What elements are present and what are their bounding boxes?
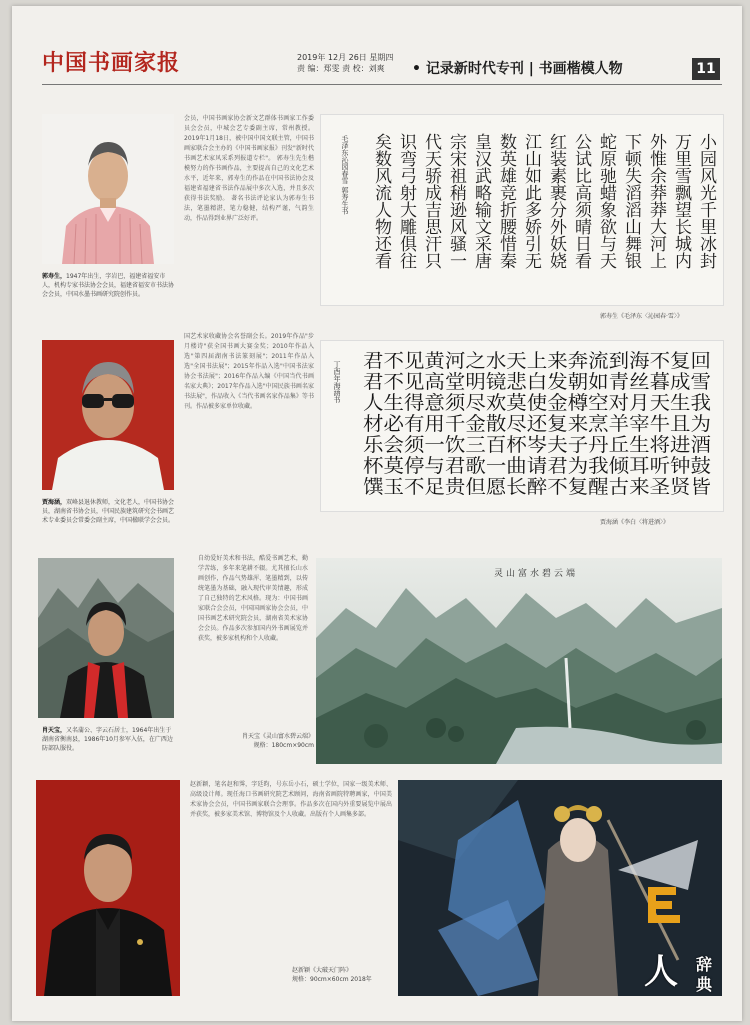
bio-name: 贾海涵，	[42, 499, 67, 506]
calligraphy-row: 杯莫停与君歌一曲请君为我倾耳听钟鼓	[363, 455, 711, 477]
calligraphy-column: 万里雪飘望长城内	[671, 133, 691, 269]
landscape-inscription: 灵山富水碧云端	[494, 569, 579, 579]
watermark-logo	[642, 881, 686, 929]
calligraphy-column: 识弯弓射大雕俱往	[396, 133, 416, 269]
portrait-xiao-tianbao	[38, 558, 174, 718]
calligraphy-row: 人生得意须尽欢莫使金樽空对月天生我	[363, 392, 711, 414]
calligraphy-column: 矣数风流人物还看	[371, 133, 391, 269]
portrait-jia-haihan	[42, 340, 174, 490]
article-zhao: 赵新颖，笔名赵和霁，字廷昀，号东岳小石，硕士学位，国家一级美术师、高级设计师。现任海口书画研究院艺术顾问，海南省画院特聘画家，中国美术家协会会员，中国书画家联合会理事。作品多次在国内外重要展览中展出并获奖，被多家美术馆、博物馆及个人收藏。出版有个人画集多部。	[190, 781, 392, 818]
calligraphy-jia	[320, 340, 724, 512]
calligraphy-column: 宗宋祖稍逊风骚一	[446, 133, 466, 269]
calligraphy-row: 君不见高堂明镜悲白发朝如青丝暮成雪	[363, 371, 711, 393]
calligraphy-guo	[320, 114, 724, 306]
calligraphy-column: 皇汉武略输文采唐	[471, 133, 491, 269]
calligraphy-row: 材必有用千金散尽还复来烹羊宰牛且为	[363, 413, 711, 435]
calligraphy-column: 小园风光千里冰封	[696, 133, 716, 269]
article-guo: 会员，中国书画家协会新文艺群体书画家工作委员会会员，中城会艺专委副主席，常州教授。 2019年1月18日，被中国中国文联主管，中国书画家联合会主办的《中国书画家报》刊发"新时代书画艺术家风采系列报道专栏"。 郭寿生先生楷模努力的作书画作品，主要提高自己的文化艺术水平，近年来，郭寿生的作品在中国书法协会及福建省福建省书法作品展中多次入选，并且多次获得书法奖励。 著名书法评论家认为郭寿生书法，笔墨精湛，笔力稳健，结构严谨，气韵生动，作品得到业界广泛好评。	[184, 115, 314, 222]
newspaper-page	[12, 6, 742, 1021]
editors-line: 责 编：郑雯 责 校：刘爽	[297, 64, 385, 73]
calligraphy-row: 馔玉不足贵但愿长醉不复醒古来圣贤皆	[363, 476, 711, 498]
bio-name: 肖天宝，	[42, 727, 67, 734]
calligraphy-column: 江山如此多娇引无	[521, 133, 541, 269]
calligraphy-column: 下顿失滔滔山舞银	[621, 133, 641, 269]
header-rule	[42, 84, 722, 85]
calligraphy-signature: 丁酉年海涵书	[333, 361, 341, 403]
bio-guo	[42, 272, 176, 299]
artwork-caption-jia: 贾海涵《李白〈将进酒〉》	[600, 519, 670, 526]
calligraphy-column: 数英雄竞折腰惜秦	[496, 133, 516, 269]
calligraphy-column: 公试比高须晴日看	[571, 133, 591, 269]
article-jia: 国艺术家收藏协会名誉副会长。2019年作品"步月楼诗"获全国书画大赛金奖；2010年作品入选"第四届湖南书法篆刻展"；2011年作品入选"全国书法展"；2015年作品入选"中国书法家协会书法展"；2016年作品入编《中国当代书画名家大典》；2017年作品入选"中国民族书画名家书法展"，作品收入《当代书画名家作品集》等书刊。作品被多家单位收藏。	[184, 333, 314, 410]
watermark-char-2: 辞	[696, 955, 713, 974]
artwork-caption-xiao	[224, 732, 314, 750]
caption-size: 规格：90cm×60cm 2018年	[292, 976, 372, 983]
portrait-guo-shousheng	[42, 114, 174, 264]
calligraphy-row: 君不见黄河之水天上来奔流到海不复回	[363, 350, 711, 372]
landscape-painting-xiao	[316, 558, 722, 764]
artwork-caption-zhao	[292, 966, 372, 984]
bio-xiao	[42, 726, 176, 753]
masthead: 中国书画家报	[42, 50, 181, 76]
calligraphy-row: 乐会须一饮三百杯岑夫子丹丘生将进酒	[363, 434, 711, 456]
article-xiao: 自幼爱好美术和书法，酷爱书画艺术，勤学苦练，多年来笔耕不辍。尤其擅长山水画创作，作品气势雄浑、笔墨精到，以传统笔墨为基础，融入现代审美情趣，形成了自己独特的艺术风格。现为：中国书画家联合会会员，中国国画家协会会员，中国书画艺术研究院会员，湖南省美术家协会会员。作品多次参加国内外书画展览并获奖，被多家机构和个人收藏。	[198, 555, 308, 642]
section-title: • 记录新时代专刊 | 书画楷模人物	[412, 61, 623, 77]
watermark-char-1: 人	[644, 952, 678, 992]
caption-title: 赵新颖《大破天门阵》	[292, 967, 353, 974]
calligraphy-column: 外惟余莽莽大河上	[646, 133, 666, 269]
watermark-char-3: 典	[696, 975, 713, 994]
issue-date: 2019年 12月 26日 星期四	[297, 53, 394, 62]
bio-text: 1947年出生，字岩巴，福建省福安市人，机构专家书法协会会员，福建省福安市书法协会会员，中国水墨书画研究院创作员。	[42, 273, 175, 298]
calligraphy-column: 蛇原驰蜡象欲与天	[596, 133, 616, 269]
artwork-caption-guo: 郭寿生《毛泽东〈沁园春·雪〉》	[600, 313, 683, 320]
portrait-zhao-xinying	[36, 780, 180, 996]
caption-size: 规格：180cm×90cm	[253, 742, 314, 749]
bio-text: 双峰县退休教师，文化老人，中国书协会员，湖南省书协会员，中国民族建筑研究会书画艺术专业委员会常委会副主席，中国楹联学会会员。	[42, 499, 175, 524]
page-number: 11	[692, 58, 720, 80]
caption-title: 肖天宝《灵山富水碧云端》	[241, 733, 314, 740]
bio-text: 又名蒲公、字云石居士，1964年出生于湖南省衡南县，1986年10月参军入伍，在广西边防部队服役。	[42, 727, 173, 752]
calligraphy-column: 代天骄成吉思汗只	[421, 133, 441, 269]
bio-jia	[42, 498, 176, 525]
calligraphy-signature: 毛泽东沁园春雪 郭寿生书	[341, 135, 349, 215]
header-meta	[297, 52, 393, 74]
bio-name: 郭寿生，	[42, 273, 67, 280]
calligraphy-column: 红装素裹分外妖娆	[546, 133, 566, 269]
